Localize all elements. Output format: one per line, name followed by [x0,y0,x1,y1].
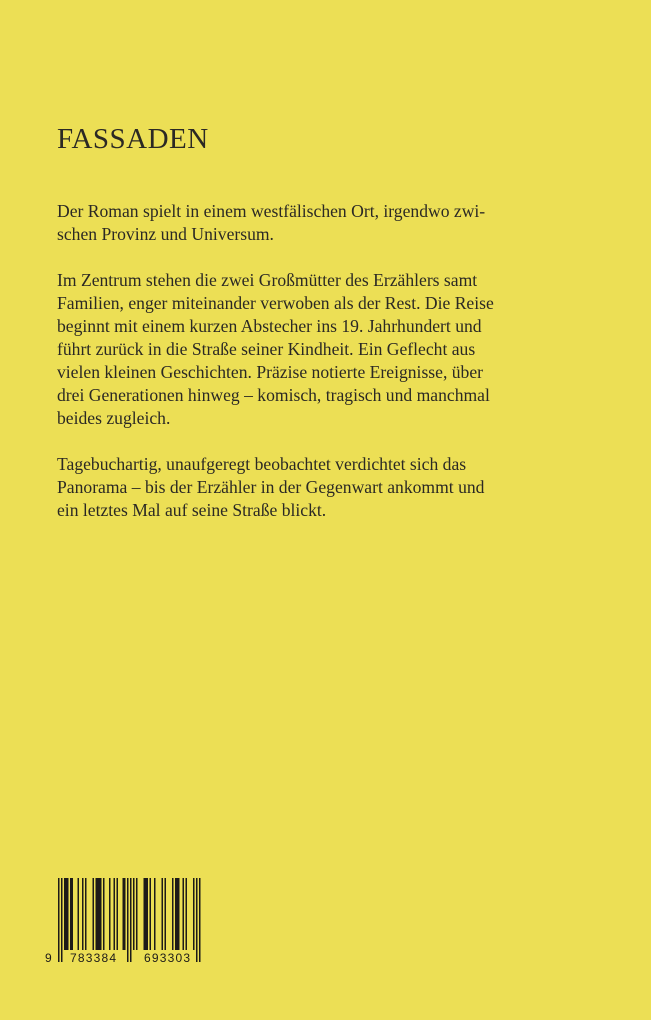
barcode-bar [78,878,80,950]
barcode-bar [99,878,101,950]
blurb-line: beides zugleich. [57,408,171,428]
barcode-bar [196,878,198,962]
barcode-bar [183,878,185,950]
barcode-bar [93,878,95,950]
blurb-line: beginnt mit einem kurzen Abstecher ins 19. Jahrhundert und [57,316,482,336]
barcode-bar [175,878,177,950]
barcode-bar [67,878,69,950]
barcode-bar [64,878,66,950]
barcode-bar [85,878,87,950]
barcode-bar [144,878,146,950]
blurb-line: vielen kleinen Geschichten. Präzise notierte Ereignisse, über [57,362,484,382]
barcode-bar [136,878,138,950]
barcode-bar [58,878,60,962]
blurb-line: Familien, enger miteinander verwoben als der Rest. Die Reise [57,293,494,313]
barcode-bar [178,878,180,950]
barcode-bar [70,878,72,950]
barcode-bar [96,878,98,950]
barcode-bar [162,878,164,950]
barcode-bar [124,878,126,950]
barcode-bar [61,878,63,962]
barcode-bar [66,878,68,950]
blurb-paragraph [57,269,537,430]
barcode-bar [109,878,111,950]
barcode-bar [145,878,147,950]
barcode-bar [186,878,188,950]
blurb-line: Der Roman spielt in einem westfälischen Ort, irgendwo zwi- [57,201,486,221]
isbn-barcode [44,876,212,968]
barcode-bar [114,878,116,950]
barcode-right-digits: 693303 [144,951,192,965]
blurb-line: ein letztes Mal auf seine Straße blickt. [57,500,327,520]
blurb-line: Panorama – bis der Erzähler in der Gegenwart ankommt und [57,477,485,497]
blurb-line: Im Zentrum stehen die zwei Großmütter des Erzählers samt [57,270,478,290]
barcode-bar [193,878,195,950]
barcode-bar [165,878,167,950]
blurb-line: Tagebuchartig, unaufgeregt beobachtet verdichtet sich das [57,454,467,474]
barcode-bar [72,878,74,950]
barcode-bar [177,878,179,950]
barcode-bar [127,878,129,962]
barcode-bar [172,878,174,950]
book-title: FASSADEN [57,123,209,155]
barcode-bar [103,878,105,950]
blurb-line: führt zurück in die Straße seiner Kindheit. Ein Geflecht aus [57,339,476,359]
barcode-bar [97,878,99,950]
barcode-left-digits: 783384 [70,951,118,965]
barcode-bar [154,878,156,950]
barcode-bar [133,878,135,950]
barcode-bar [150,878,152,950]
barcode-bar [117,878,119,950]
barcode-first-digit: 9 [45,951,52,965]
barcode-bar [130,878,132,962]
barcode-bar [147,878,149,950]
blurb-line: schen Provinz und Universum. [57,224,274,244]
blurb-line: drei Generationen hinweg – komisch, tragisch und manchmal [57,385,490,405]
blurb [57,200,537,545]
barcode-bar [82,878,84,950]
barcode-bar [199,878,201,962]
blurb-paragraph [57,200,537,246]
blurb-paragraph [57,453,537,522]
barcode-bar [100,878,102,950]
barcode-bar [123,878,125,950]
